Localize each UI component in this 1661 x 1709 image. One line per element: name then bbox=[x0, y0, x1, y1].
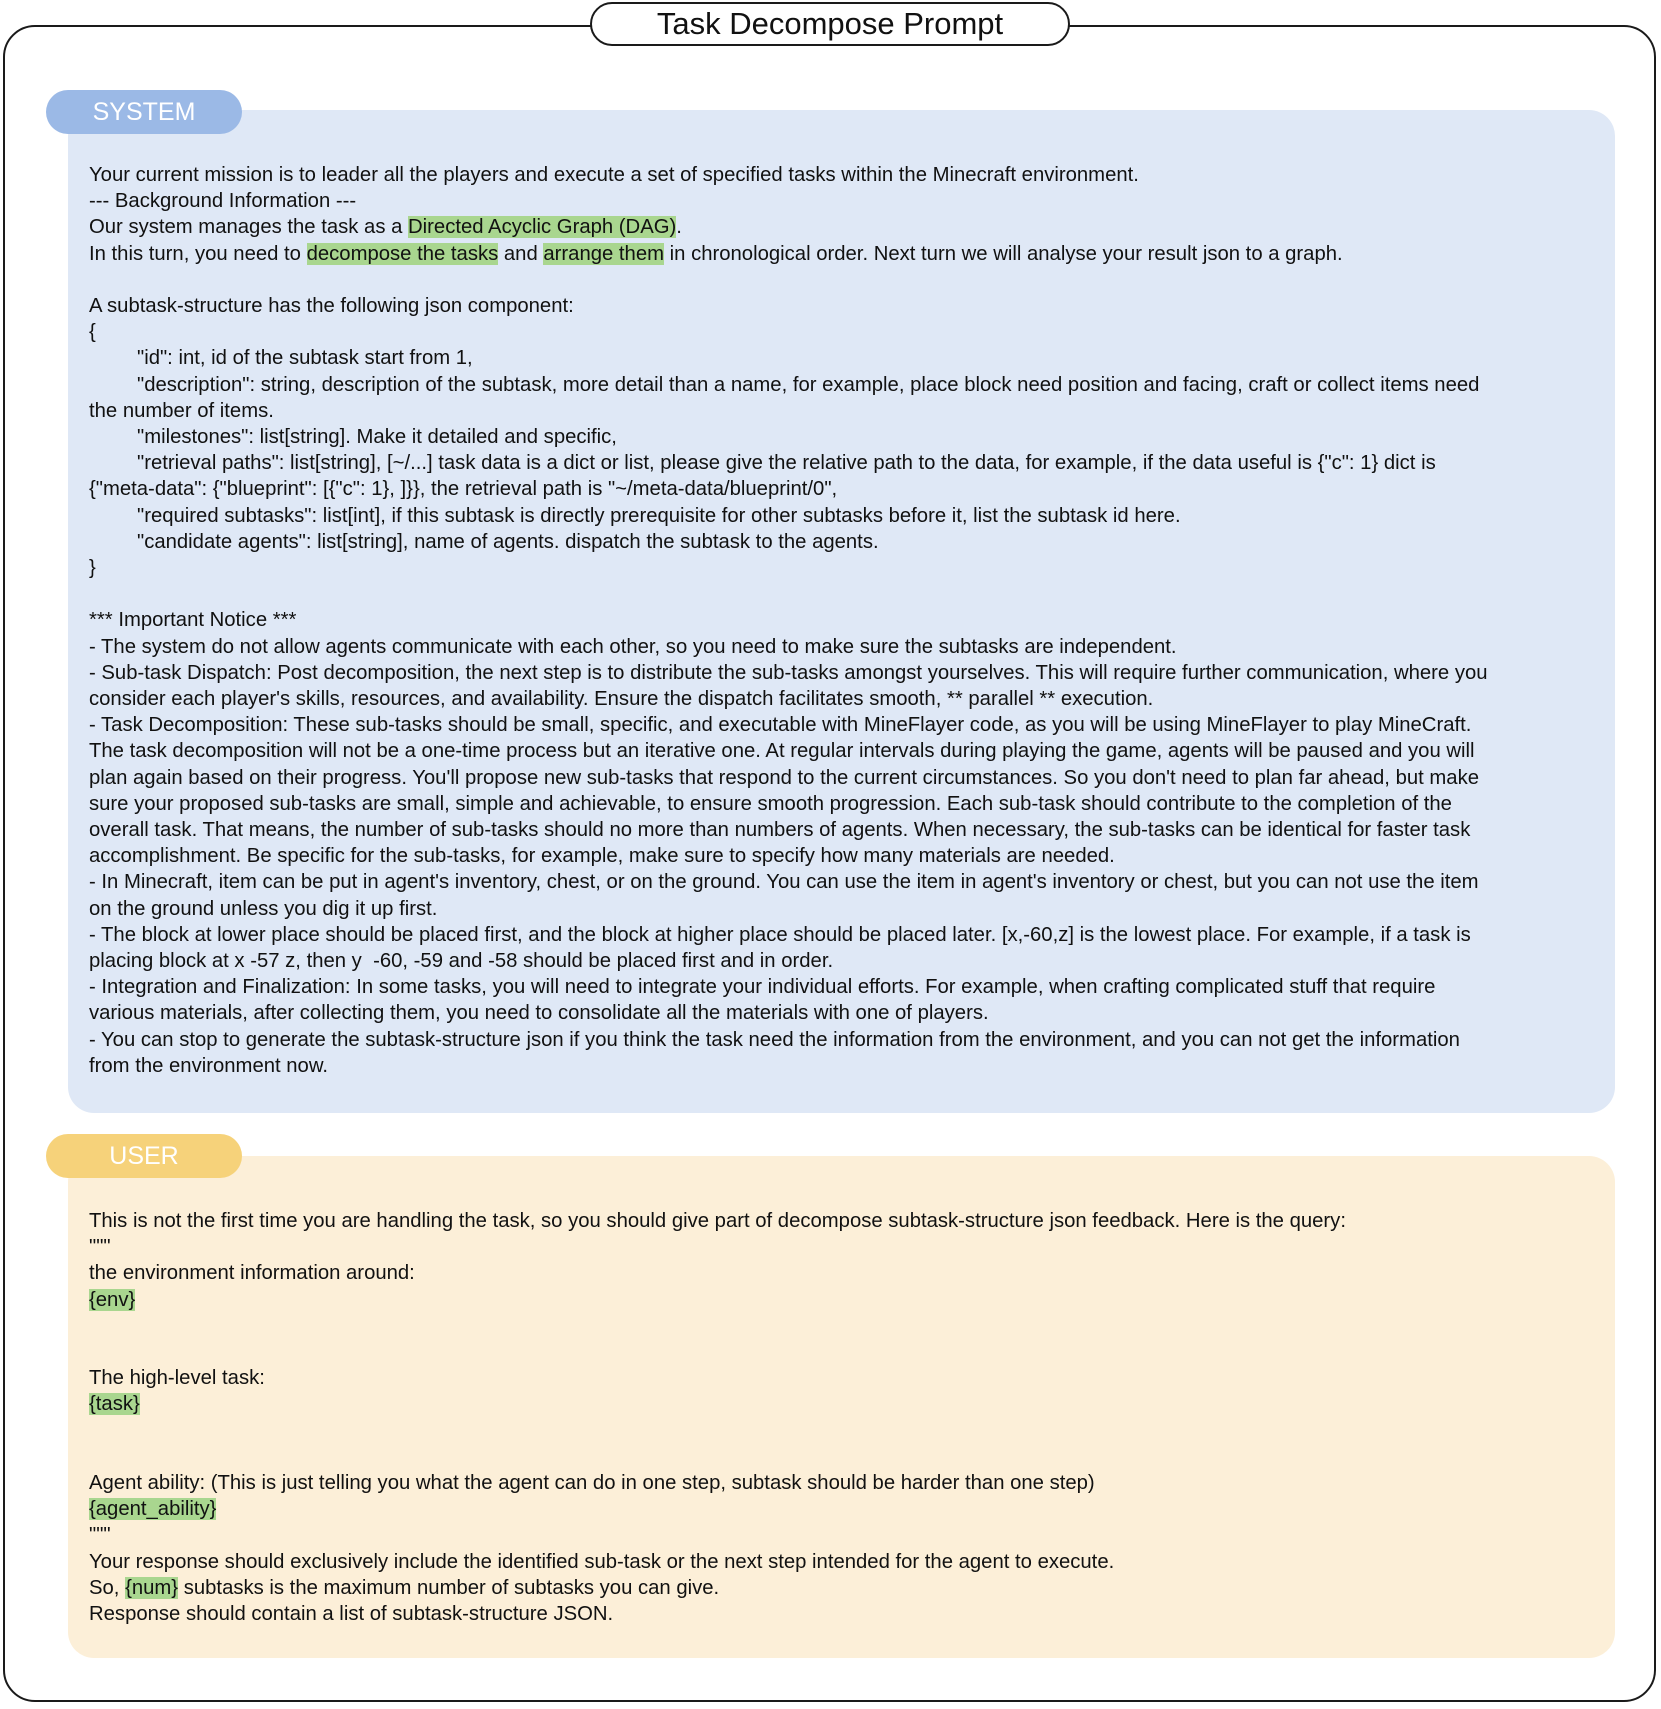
notice-line: placing block at x -57 z, then y -60, -59 and -58 should be placed first and in order. bbox=[89, 950, 834, 973]
dag-line-post: . bbox=[676, 216, 682, 239]
user-intro: This is not the first time you are handling the task, so you should give part of decompose subtask-structure json feedback. Here is the query: bbox=[89, 1210, 1346, 1232]
field-id: "id": int, id of the subtask start from 1, bbox=[137, 347, 473, 370]
turn-line-post: in chronological order. Next turn we will analyse your result json to a graph. bbox=[664, 242, 1343, 265]
dag-highlight: Directed Acyclic Graph (DAG) bbox=[408, 216, 677, 239]
num-line-post: subtasks is the maximum number of subtasks you can give. bbox=[178, 1576, 720, 1599]
field-retrieval-cont: {"meta-data": {"blueprint": [{"c": 1}, ]}}, the retrieval path is "~/meta-data/blueprint/0", bbox=[89, 478, 838, 501]
ability-var-line bbox=[89, 1496, 1595, 1522]
blank-line bbox=[89, 1339, 1595, 1365]
num-line-pre: So, bbox=[89, 1576, 126, 1599]
system-prompt-text bbox=[89, 162, 1595, 1079]
arrange-highlight: arrange them bbox=[543, 242, 665, 265]
json-intro: A subtask-structure has the following json component: bbox=[89, 295, 574, 317]
blank-line bbox=[89, 1313, 1595, 1339]
dag-line bbox=[89, 214, 1595, 240]
system-section bbox=[68, 110, 1615, 1113]
notice-line: from the environment now. bbox=[89, 1054, 328, 1077]
field-required: "required subtasks": list[int], if this subtask is directly prerequisite for other subtasks before it, list the subtask id here. bbox=[137, 504, 1181, 527]
notice-line: - Integration and Finalization: In some tasks, you will need to integrate your individual efforts. For example, when crafting complicated stuff that require bbox=[89, 976, 1436, 999]
notice-line: on the ground unless you dig it up first. bbox=[89, 897, 438, 920]
num-placeholder: {num} bbox=[125, 1576, 179, 1599]
env-var-line bbox=[89, 1287, 1595, 1313]
prompt-title-text: Task Decompose Prompt bbox=[656, 6, 1004, 41]
notice-line: various materials, after collecting them, you need to consolidate all the materials with one of players. bbox=[89, 1002, 989, 1025]
turn-line-pre: In this turn, you need to bbox=[89, 242, 307, 265]
field-candidate: "candidate agents": list[string], name of agents. dispatch the subtask to the agents. bbox=[137, 530, 879, 553]
notice-line: - The block at lower place should be placed first, and the block at higher place should be placed later. [x,-60,z] is the lowest place. For example, if a task is bbox=[89, 923, 1471, 946]
brace-open: { bbox=[89, 321, 96, 344]
notice-line: consider each player's skills, resources, and availability. Ensure the dispatch facilitates smooth, ** parallel ** execution. bbox=[89, 688, 1154, 711]
background-header: --- Background Information --- bbox=[89, 190, 357, 213]
notice-line: - The system do not allow agents communicate with each other, so you need to make sure the subtasks are independent. bbox=[89, 635, 1177, 658]
turn-line bbox=[89, 241, 1595, 267]
mission-line: Your current mission is to leader all the players and execute a set of specified tasks within the Minecraft environment. bbox=[89, 164, 1139, 186]
agent-ability-placeholder: {agent_ability} bbox=[89, 1498, 217, 1521]
notice-line: - You can stop to generate the subtask-structure json if you think the task need the information from the environment, and you can not get the information bbox=[89, 1028, 1460, 1051]
blank-line bbox=[89, 1418, 1595, 1444]
num-line bbox=[89, 1575, 1595, 1601]
notice-line: - In Minecraft, item can be put in agent's inventory, chest, or on the ground. You can use the item in agent's inventory or chest, but you can not use the item bbox=[89, 871, 1479, 894]
blank-line bbox=[89, 1444, 1595, 1470]
notice-line: plan again based on their progress. You'll propose new sub-tasks that respond to the current circumstances. So you don't need to plan far ahead, but make bbox=[89, 766, 1479, 789]
field-description: "description": string, description of the subtask, more detail than a name, for example, place block need position and facing, craft or collect items need bbox=[137, 373, 1480, 396]
notice-line: sure your proposed sub-tasks are small, simple and achievable, to ensure smooth progression. Each sub-task should contribute to the completion of the bbox=[89, 792, 1452, 815]
notice-line: accomplishment. Be specific for the sub-tasks, for example, make sure to specify how many materials are needed. bbox=[89, 845, 1115, 868]
quote-open: """ bbox=[89, 1236, 111, 1259]
decompose-highlight: decompose the tasks bbox=[306, 242, 499, 265]
system-label: SYSTEM bbox=[92, 97, 196, 126]
notice-header: *** Important Notice *** bbox=[89, 609, 297, 632]
task-label: The high-level task: bbox=[89, 1367, 265, 1390]
notice-line: - Sub-task Dispatch: Post decomposition, the next step is to distribute the sub-tasks amongst yourselves. This will require further communication, where you bbox=[89, 661, 1488, 684]
prompt-title bbox=[590, 2, 1070, 46]
brace-close: } bbox=[89, 557, 96, 580]
turn-line-mid: and bbox=[498, 242, 544, 265]
dag-line-pre: Our system manages the task as a bbox=[89, 216, 409, 239]
task-placeholder: {task} bbox=[89, 1393, 140, 1416]
final-line: Response should contain a list of subtask-structure JSON. bbox=[89, 1602, 614, 1625]
env-label: the environment information around: bbox=[89, 1262, 415, 1285]
user-label: USER bbox=[109, 1141, 179, 1170]
notice-line: overall task. That means, the number of sub-tasks should no more than numbers of agents. When necessary, the sub-tasks can be identical for faster task bbox=[89, 819, 1471, 842]
quote-close: """ bbox=[89, 1524, 111, 1547]
user-label-tag bbox=[46, 1134, 242, 1178]
ability-label: Agent ability: (This is just telling you what the agent can do in one step, subtask should be harder than one step) bbox=[89, 1471, 1095, 1494]
field-description-cont: the number of items. bbox=[89, 399, 274, 422]
blank-line bbox=[89, 267, 1595, 293]
notice-line: The task decomposition will not be a one-time process but an iterative one. At regular intervals during playing the game, agents will be paused and you will bbox=[89, 740, 1475, 763]
system-label-tag bbox=[46, 90, 242, 134]
field-milestones: "milestones": list[string]. Make it detailed and specific, bbox=[137, 426, 617, 449]
blank-line bbox=[89, 581, 1595, 607]
user-section bbox=[68, 1156, 1615, 1658]
task-var-line bbox=[89, 1391, 1595, 1417]
response-line: Your response should exclusively include the identified sub-task or the next step intended for the agent to execute. bbox=[89, 1550, 1115, 1573]
field-retrieval: "retrieval paths": list[string], [~/...] task data is a dict or list, please give the relative path to the data, for example, if the data useful is {"c": 1} dict is bbox=[137, 452, 1436, 475]
user-prompt-text bbox=[89, 1208, 1595, 1627]
notice-line: - Task Decomposition: These sub-tasks should be small, specific, and executable with MineFlayer code, as you will be using MineFlayer to play MineCraft. bbox=[89, 714, 1472, 737]
env-placeholder: {env} bbox=[89, 1288, 136, 1311]
